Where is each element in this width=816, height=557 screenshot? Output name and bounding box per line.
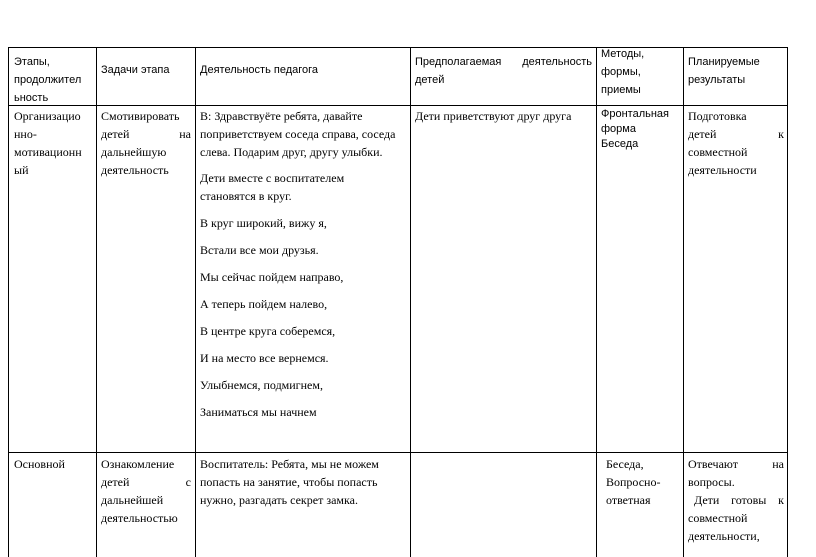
row1-teacher-line: поприветствуем соседа справа, соседа — [200, 127, 396, 141]
table-border — [8, 105, 788, 106]
header-methods-line: Методы, — [601, 48, 645, 60]
header-children-word: Предполагаемая — [415, 56, 502, 68]
header-tasks: Задачи этапа — [101, 64, 170, 76]
row2-results-line: вопросы. — [688, 475, 735, 489]
header-results-line: результаты — [688, 74, 746, 86]
lesson-plan-table — [8, 47, 787, 557]
row2-methods — [606, 455, 681, 509]
table-border — [683, 47, 684, 557]
row1-children: Дети приветствуют друг друга — [415, 109, 572, 123]
row2-results-line: совместной — [688, 511, 748, 525]
row1-stage-line: мотивационн — [14, 145, 82, 159]
row2-tasks-line: деятельностью — [101, 511, 178, 525]
row2-results-word: Отвечают — [688, 457, 738, 471]
row2-tasks-word: детей — [101, 475, 130, 489]
row1-teacher-line: В: Здравствуёте ребята, давайте — [200, 109, 363, 123]
table-border — [596, 47, 597, 557]
row2-methods-line: ответная — [606, 493, 651, 507]
row1-results-word: детей — [688, 127, 717, 141]
row2-methods-line: Вопросно- — [606, 475, 661, 489]
row1-teacher — [200, 107, 407, 421]
poem-line: В круг широкий, вижу я, — [200, 216, 327, 230]
row1-tasks-word: детей — [101, 127, 130, 141]
table-border — [410, 47, 411, 557]
row2-results-word: на — [772, 457, 784, 471]
table-border — [96, 47, 97, 557]
row1-tasks-line: Смотивировать — [101, 109, 180, 123]
row2-teacher — [200, 455, 407, 509]
row2-teacher-line: Воспитатель: Ребята, мы не можем — [200, 457, 379, 471]
header-stage-line: ьность — [14, 92, 49, 104]
row1-tasks-line: дальнейшую — [101, 145, 167, 159]
row2-tasks — [101, 455, 191, 527]
row2-tasks-line: Ознакомление — [101, 457, 175, 471]
header-children-word: детей — [415, 74, 445, 86]
row1-tasks-line: деятельность — [101, 163, 169, 177]
poem-line: Встали все мои друзья. — [200, 243, 319, 257]
row1-stage-line: нно- — [14, 127, 37, 141]
row2-teacher-line: нужно, разгадать секрет замка. — [200, 493, 358, 507]
header-results — [688, 53, 784, 89]
row1-methods-line: Беседа — [601, 138, 639, 150]
row1-tasks — [101, 107, 191, 179]
row2-tasks-line: дальнейшей — [101, 493, 164, 507]
header-methods-line: приемы — [601, 84, 641, 96]
row1-results-line: совместной — [688, 145, 748, 159]
row1-stage-line: ый — [14, 163, 29, 177]
header-stage-line: продолжител — [14, 74, 82, 86]
row1-results-line: Подготовка — [688, 109, 747, 123]
row1-methods-line: Фронтальная — [601, 108, 670, 120]
table-border — [8, 47, 9, 557]
row1-results-word: к — [778, 127, 784, 141]
row1-tasks-word: на — [179, 127, 191, 141]
row2-results — [688, 455, 784, 545]
header-stage — [14, 53, 94, 107]
row1-results-line: деятельности — [688, 163, 757, 177]
row2-methods-line: Беседа, — [606, 457, 644, 471]
header-results-line: Планируемые — [688, 56, 760, 68]
poem-line: Улыбнемся, подмигнем, — [200, 378, 323, 392]
row1-teacher-line: становятся в круг. — [200, 189, 292, 203]
header-methods-line: формы, — [601, 66, 641, 78]
poem-line: А теперь пойдем налево, — [200, 297, 328, 311]
table-border — [195, 47, 196, 557]
row1-teacher-line: Дети вместе с воспитателем — [200, 171, 345, 185]
poem-line: Заниматься мы начнем — [200, 405, 317, 419]
row1-stage — [14, 107, 96, 179]
table-border — [8, 452, 788, 453]
table-border — [787, 47, 788, 557]
poem-line: В центре круга соберемся, — [200, 324, 336, 338]
row2-teacher-line: попасть на занятие, чтобы попасть — [200, 475, 378, 489]
row2-stage: Основной — [14, 457, 65, 471]
header-stage-line: Этапы, — [14, 56, 50, 68]
row2-tasks-word: с — [185, 475, 191, 489]
header-children — [415, 53, 592, 89]
row1-methods — [601, 107, 681, 152]
row2-results-word: к — [778, 493, 784, 507]
row1-teacher-line: слева. Подарим друг, другу улыбки. — [200, 145, 383, 159]
row2-results-word: Дети — [694, 493, 720, 507]
row1-methods-line: форма — [601, 123, 636, 135]
header-teacher: Деятельность педагога — [200, 64, 319, 76]
poem-line: Мы сейчас пойдем направо, — [200, 270, 344, 284]
row2-results-word: готовы — [731, 493, 767, 507]
row1-stage-line: Организацио — [14, 109, 81, 123]
row1-results — [688, 107, 784, 179]
poem-line: И на место все вернемся. — [200, 351, 329, 365]
header-children-word: деятельность — [522, 56, 592, 68]
header-methods — [601, 45, 681, 99]
row2-results-line: деятельности, — [688, 529, 760, 543]
